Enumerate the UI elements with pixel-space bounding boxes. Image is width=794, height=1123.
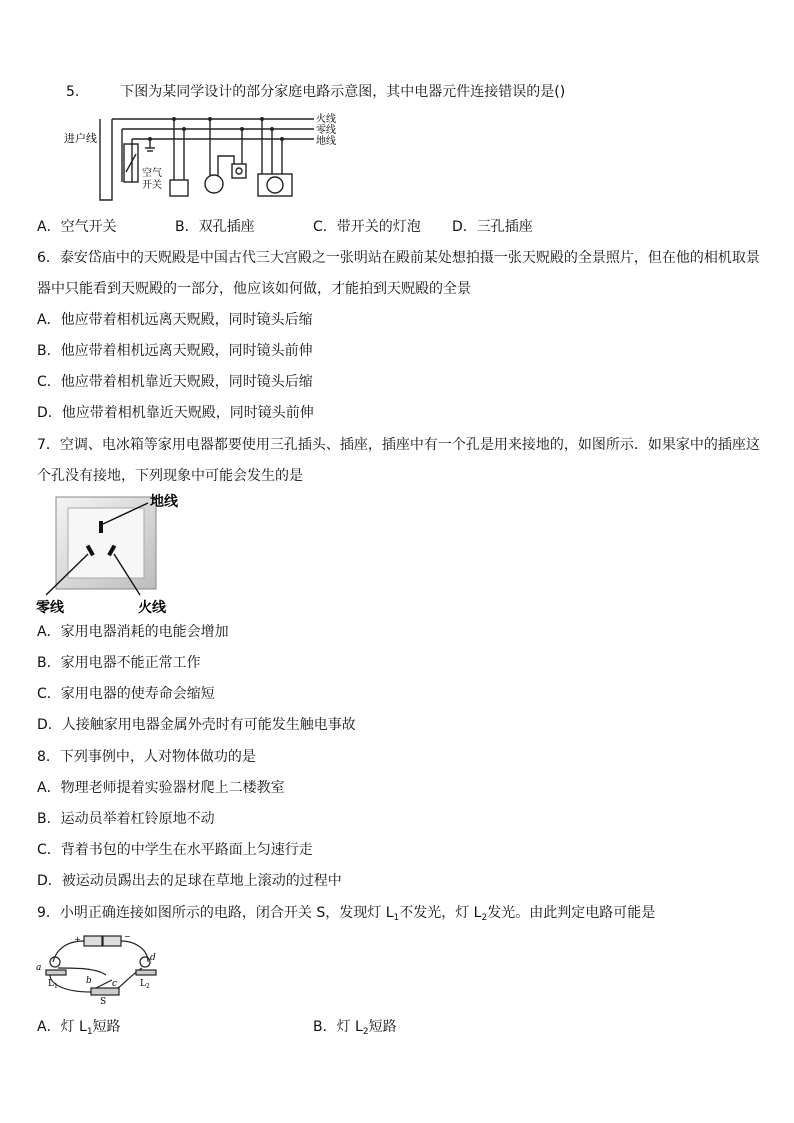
q9-label-S: S [100,997,107,1005]
q5-option-d: D．三孔插座 [452,219,533,235]
q9-option-b: B．灯 $L_2$短路 [313,1019,397,1037]
q5-circuit-figure [62,112,352,207]
q8-option-d: D．被运动员踢出去的足球在草地上滚动的过程中 [37,873,342,889]
q5-breaker-label-1: 空气 [142,168,162,179]
q5-option-c: C．带开关的灯泡 [313,219,421,235]
q7-neutral-label: 零线 [36,600,64,616]
q9-label-d: d [150,953,156,963]
q7-option-d: D．人接触家用电器金属外壳时有可能发生触电事故 [37,717,356,733]
q6-option-b: B．他应带着相机远离天贶殿，同时镜头前伸 [37,343,313,359]
q7-socket-figure [36,491,196,616]
q8-option-a: A．物理老师提着实验器材爬上二楼教室 [37,780,285,796]
q7-stem-line1: 7．空调、电冰箱等家用电器都要使用三孔插头、插座，插座中有一个孔是用来接地的，如图所示．如果家中的插座这 [37,437,760,453]
q6-option-c: C．他应带着相机靠近天贶殿，同时镜头后缩 [37,374,313,390]
q6-option-a: A．他应带着相机远离天贶殿，同时镜头后缩 [37,312,313,328]
q9-label-L2: $L_2$ [140,979,150,990]
q5-ground-label: 地线 [316,136,336,147]
q5-text: 下图为某同学设计的部分家庭电路示意图，其中电器元件连接错误的是() [120,84,566,100]
q5-entry-label: 进户线 [64,132,97,145]
q6-option-d: D．他应带着相机靠近天贶殿，同时镜头前伸 [37,405,314,421]
q7-option-c: C．家用电器的使寿命会缩短 [37,686,215,702]
q5-option-b: B．双孔插座 [175,219,255,235]
q7-live-label: 火线 [138,600,166,616]
q7-option-a: A．家用电器消耗的电能会增加 [37,624,229,640]
q7-ground-label: 地线 [150,494,178,510]
q8-option-c: C．背着书包的中学生在水平路面上匀速行走 [37,842,313,858]
q5-neutral-label: 零线 [316,125,336,136]
q5-breaker-label-2: 开关 [142,180,162,191]
q9-label-L1: $L_1$ [48,979,58,990]
q5-stem [66,82,565,102]
q5-option-a: A．空气开关 [37,219,117,235]
q9-label-b: b [86,976,92,986]
q9-option-a: A．灯 $L_1$短路 [37,1019,121,1037]
svg-text:+: + [74,935,81,944]
svg-text:−: − [124,932,131,941]
q5-number: 5. [66,84,80,100]
q6-stem-line2: 器中只能看到天贶殿的一部分，他应该如何做，才能拍到天贶殿的全景 [37,281,471,297]
q8-option-b: B．运动员举着杠铃原地不动 [37,811,215,827]
q9-stem: 9．小明正确连接如图所示的电路，闭合开关 S，发现灯 $L_1$不发光，灯 $L_2$发光。由此判定电路可能是 [37,905,656,923]
q5-live-label: 火线 [316,114,336,125]
q6-stem-line1: 6．泰安岱庙中的天贶殿是中国古代三大宫殿之一张明站在殿前某处想拍摄一张天贶殿的全景照片，但在他的相机取景 [37,250,760,266]
q7-stem-line2: 个孔没有接地，下列现象中可能会发生的是 [37,468,303,484]
q9-label-c: c [112,979,118,989]
q8-stem: 8．下列事例中，人对物体做功的是 [37,749,256,765]
q7-option-b: B．家用电器不能正常工作 [37,655,201,671]
q9-label-a: a [36,963,42,973]
q9-circuit-figure [36,930,166,1005]
